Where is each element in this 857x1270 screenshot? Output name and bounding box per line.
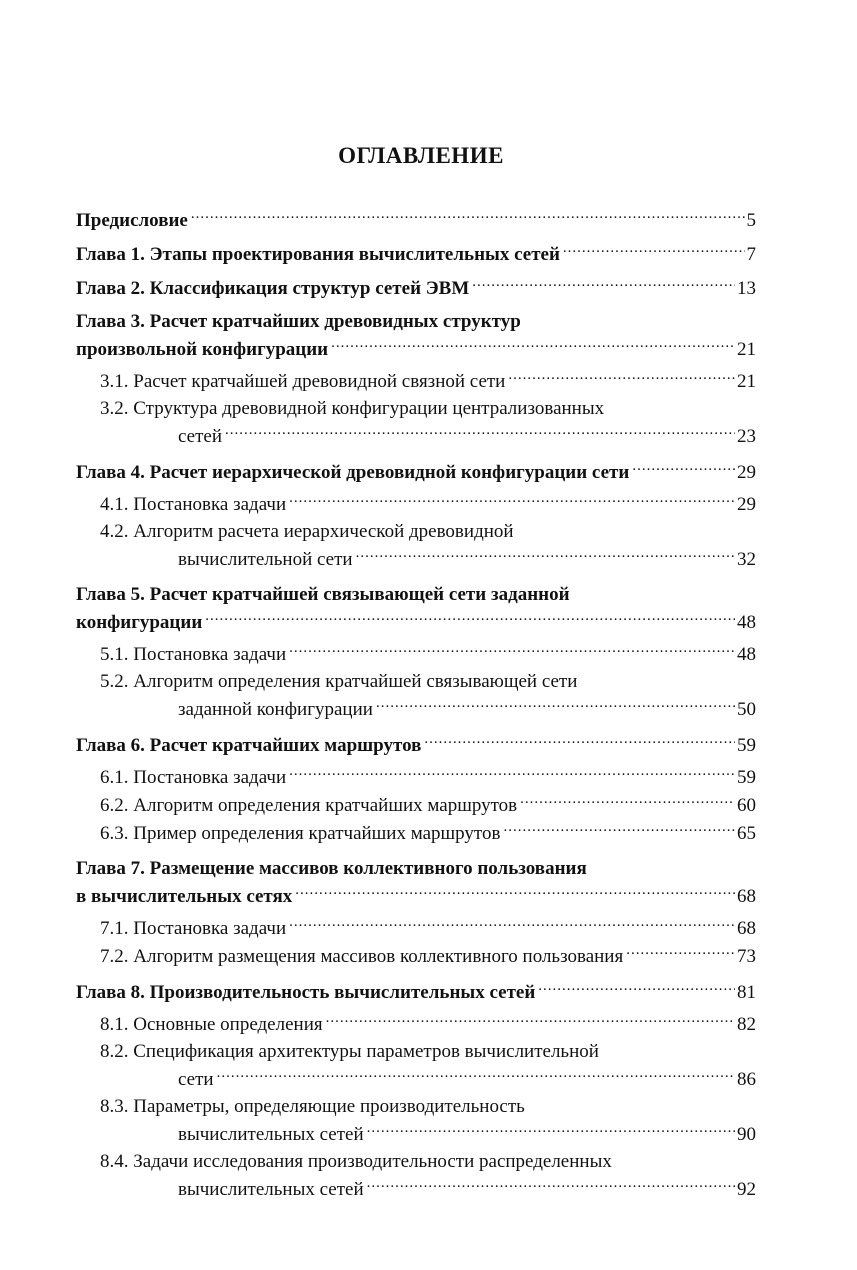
toc-section-entry[interactable] <box>76 819 756 847</box>
toc-entry-title-line: 8.3. Параметры, определяющие производительность <box>100 1096 525 1117</box>
toc-page-number: 29 <box>737 494 756 515</box>
toc-entry-title-line: конфигурации <box>76 612 203 633</box>
toc-page-number: 32 <box>737 549 756 570</box>
toc-page-number: 48 <box>737 644 756 665</box>
toc-entry-leader-line <box>100 695 756 723</box>
toc-section-entry[interactable] <box>76 668 756 723</box>
toc-page-number: 5 <box>746 210 756 231</box>
toc-entry-title-line: вычислительных сетей <box>178 1124 364 1145</box>
toc-entry-title-line: Глава 4. Расчет иерархической древовидной конфигурации сети <box>76 462 630 483</box>
toc-page-number: 23 <box>737 426 756 447</box>
toc-page-number: 73 <box>737 946 756 967</box>
toc-section-entry[interactable] <box>76 914 756 942</box>
toc-page-number: 60 <box>737 795 756 816</box>
toc-entry-title-line: заданной конфигурации <box>178 699 373 720</box>
toc-entry-title-line: 4.2. Алгоритм расчета иерархической древовидной <box>100 521 514 542</box>
toc-entry-title-line: 8.2. Спецификация архитектуры параметров вычислительной <box>100 1041 599 1062</box>
toc-entry-title-line: 7.2. Алгоритм размещения массивов коллективного пользования <box>100 946 624 967</box>
toc-entry-leader-line <box>76 458 756 486</box>
toc-entry-leader-line <box>76 335 756 363</box>
toc-entry-leader-line <box>100 763 756 791</box>
toc-chapter-entry[interactable] <box>76 978 756 1006</box>
dot-leader <box>376 695 735 715</box>
dot-leader <box>205 608 735 628</box>
toc-page-number: 48 <box>737 612 756 633</box>
toc-entry-title-line: Глава 2. Классификация структур сетей ЭВМ <box>76 278 470 299</box>
toc-section-entry[interactable] <box>76 763 756 791</box>
toc-page-number: 90 <box>737 1124 756 1145</box>
toc-page-number: 21 <box>737 339 756 360</box>
dot-leader <box>472 274 735 294</box>
toc-entry-title-line: вычислительных сетей <box>178 1179 364 1200</box>
toc-entry-title-line: Глава 5. Расчет кратчайшей связывающей сети заданной <box>76 584 570 605</box>
toc-entry-title-line: произвольной конфигурации <box>76 339 329 360</box>
toc-page-number: 68 <box>737 918 756 939</box>
toc-entry-title-line: 5.1. Постановка задачи <box>100 644 287 665</box>
toc-page <box>76 140 756 1203</box>
toc-entry-title-line: 6.2. Алгоритм определения кратчайших маршрутов <box>100 795 518 816</box>
toc-page-number: 59 <box>737 735 756 756</box>
toc-entry-leader-line <box>76 240 756 268</box>
toc-section-entry[interactable] <box>76 1093 756 1148</box>
toc-section-entry[interactable] <box>76 791 756 819</box>
toc-section-entry[interactable] <box>76 942 756 970</box>
toc-entry-leader-line <box>76 882 756 910</box>
dot-leader <box>217 1065 735 1085</box>
toc-page-number: 13 <box>737 278 756 299</box>
toc-entry-title-line: Глава 6. Расчет кратчайших маршрутов <box>76 735 422 756</box>
dot-leader <box>626 942 735 962</box>
toc-entry-leader-line <box>100 367 756 395</box>
toc-page-number: 59 <box>737 767 756 788</box>
toc-entry-leader-line <box>100 914 756 942</box>
dot-leader <box>424 731 735 751</box>
dot-leader <box>295 882 735 902</box>
toc-entry-title-line: Глава 7. Размещение массивов коллективного пользования <box>76 858 587 879</box>
table-of-contents <box>76 206 756 1203</box>
toc-entry-leader-line <box>100 1120 756 1148</box>
toc-entry-title-line: 5.2. Алгоритм определения кратчайшей связывающей сети <box>100 671 578 692</box>
toc-section-entry[interactable] <box>76 518 756 573</box>
toc-page-number: 29 <box>737 462 756 483</box>
toc-entry-title-line: 4.1. Постановка задачи <box>100 494 287 515</box>
toc-entry-leader-line <box>76 608 756 636</box>
toc-entry-title-line: сети <box>178 1069 214 1090</box>
dot-leader <box>632 458 735 478</box>
dot-leader <box>326 1010 735 1030</box>
toc-page-number: 82 <box>737 1014 756 1035</box>
toc-section-entry[interactable] <box>76 490 756 518</box>
dot-leader <box>356 545 735 565</box>
toc-entry-leader-line <box>100 1175 756 1203</box>
toc-chapter-entry[interactable] <box>76 731 756 759</box>
toc-entry-leader-line <box>76 978 756 1006</box>
toc-page-number: 68 <box>737 886 756 907</box>
toc-entry-title-line: Предисловие <box>76 210 188 231</box>
dot-leader <box>367 1175 735 1195</box>
toc-page-number: 7 <box>746 244 756 265</box>
toc-entry-leader-line <box>100 640 756 668</box>
toc-section-entry[interactable] <box>76 640 756 668</box>
dot-leader <box>563 240 745 260</box>
dot-leader <box>289 914 735 934</box>
dot-leader <box>367 1120 735 1140</box>
toc-entry-leader-line <box>100 819 756 847</box>
toc-entry-title-line: сетей <box>178 426 223 447</box>
toc-entry-leader-line <box>100 1010 756 1038</box>
toc-chapter-entry[interactable] <box>76 308 756 363</box>
toc-page-number: 92 <box>737 1179 756 1200</box>
toc-entry-title-line: 8.1. Основные определения <box>100 1014 323 1035</box>
toc-section-entry[interactable] <box>76 367 756 395</box>
toc-page-number: 21 <box>737 371 756 392</box>
dot-leader <box>538 978 735 998</box>
toc-entry-leader-line <box>76 274 756 302</box>
toc-page-number: 65 <box>737 823 756 844</box>
dot-leader <box>289 490 735 510</box>
toc-entry-title-line: 3.2. Структура древовидной конфигурации централизованных <box>100 398 605 419</box>
toc-entry-leader-line <box>100 422 756 450</box>
dot-leader <box>289 640 735 660</box>
toc-entry-leader-line <box>100 490 756 518</box>
toc-entry-title-line: 8.4. Задачи исследования производительности распределенных <box>100 1151 612 1172</box>
toc-page-number: 50 <box>737 699 756 720</box>
toc-section-entry[interactable] <box>76 1038 756 1093</box>
toc-page-number: 81 <box>737 982 756 1003</box>
dot-leader <box>520 791 735 811</box>
dot-leader <box>331 335 735 355</box>
toc-entry-title-line: 6.1. Постановка задачи <box>100 767 287 788</box>
toc-entry-title-line: Глава 1. Этапы проектирования вычислительных сетей <box>76 244 560 265</box>
dot-leader <box>191 206 745 226</box>
toc-entry-leader-line <box>76 731 756 759</box>
toc-entry-leader-line <box>100 791 756 819</box>
dot-leader <box>225 422 735 442</box>
toc-chapter-entry[interactable] <box>76 240 756 268</box>
toc-entry-title-line: 7.1. Постановка задачи <box>100 918 287 939</box>
toc-entry-leader-line <box>100 942 756 970</box>
toc-chapter-entry[interactable] <box>76 274 756 302</box>
dot-leader <box>289 763 735 783</box>
toc-section-entry[interactable] <box>76 1010 756 1038</box>
toc-entry-title-line: в вычислительных сетях <box>76 886 293 907</box>
toc-entry-title-line: 6.3. Пример определения кратчайших маршрутов <box>100 823 501 844</box>
toc-section-entry[interactable] <box>76 1148 756 1203</box>
toc-entry-leader-line <box>76 206 756 234</box>
toc-entry-leader-line <box>100 545 756 573</box>
toc-entry-leader-line <box>100 1065 756 1093</box>
page-title: ОГЛАВЛЕНИЕ <box>338 143 504 168</box>
toc-chapter-entry[interactable] <box>76 581 756 636</box>
toc-chapter-entry[interactable] <box>76 206 756 234</box>
dot-leader <box>508 367 735 387</box>
toc-chapter-entry[interactable] <box>76 458 756 486</box>
toc-page-number: 86 <box>737 1069 756 1090</box>
dot-leader <box>503 819 735 839</box>
toc-entry-title-line: Глава 3. Расчет кратчайших древовидных структур <box>76 311 521 332</box>
toc-entry-title-line: Глава 8. Производительность вычислительных сетей <box>76 982 536 1003</box>
toc-chapter-entry[interactable] <box>76 855 756 910</box>
toc-entry-title-line: вычислительной сети <box>178 549 353 570</box>
toc-section-entry[interactable] <box>76 395 756 450</box>
toc-entry-title-line: 3.1. Расчет кратчайшей древовидной связной сети <box>100 371 506 392</box>
